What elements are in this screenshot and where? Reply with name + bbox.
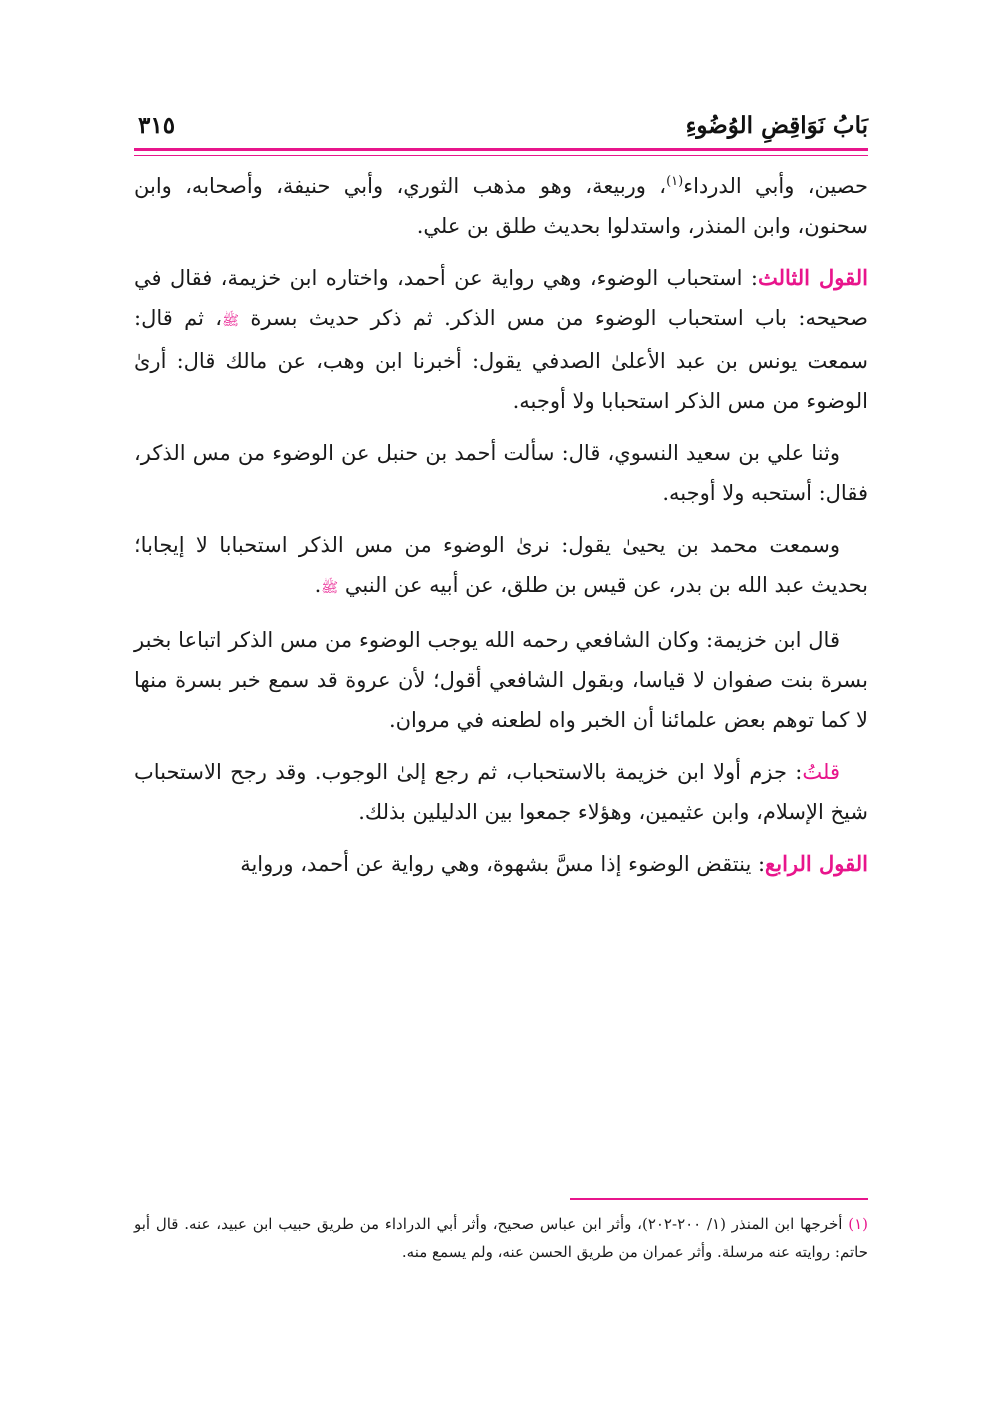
footnote-number: (١): [848, 1215, 868, 1233]
paragraph-2-text-b: ، ثم قال: سمعت يونس بن عبد الأعلىٰ الصدفي يقول: أخبرنا ابن وهب، عن مالك قال: أرىٰ الوضوء من مس الذكر استحبابا ولا أوجبه.: [134, 306, 868, 413]
section-label-qultu: قلتُ: [802, 760, 840, 784]
paragraph-4-text-a: وسمعت محمد بن يحيىٰ يقول: نرىٰ الوضوء من مس الذكر استحبابا لا إيجابا؛ بحديث عبد الله بن بدر، عن قيس بن طلق، عن أبيه عن النبي: [134, 533, 868, 597]
paragraph-2: [134, 258, 868, 421]
paragraph-4-text-b: .: [314, 573, 322, 597]
honorific-glyph: ﷺ: [321, 580, 339, 596]
section-label-third-opinion: القول الثالث: [758, 265, 868, 290]
page-header: [134, 112, 868, 152]
footnote-marker[interactable]: (١): [666, 174, 684, 189]
paragraph-5: قال ابن خزيمة: وكان الشافعي رحمه الله يوجب الوضوء من مس الذكر اتباعا بخبر بسرة بنت صفوان لا قياسا، وبقول الشافعي أقول؛ لأن عروة قد سمع خبر بسرة منها لا كما توهم بعض علمائنا أن الخبر واه لطعنه في مروان.: [134, 628, 868, 732]
paragraph-6-text: : جزم أولا ابن خزيمة بالاستحباب، ثم رجع إلىٰ الوجوب. وقد رجح الاستحباب شيخ الإسلام، وابن عثيمين، وهؤلاء جمعوا بين الدليلين بذلك.: [134, 760, 868, 824]
chapter-title: بَابُ نَوَاقِضِ الوُضُوءِ: [685, 112, 868, 139]
paragraph-2-text-a: : استحباب الوضوء، وهي رواية عن أحمد، واختاره ابن خزيمة، فقال في صحيحه: باب استحباب الوضوء من مس الذكر. ثم ذكر حديث بسرة: [134, 266, 868, 330]
page-number: ٣١٥: [138, 112, 176, 139]
header-rule-thick: [134, 148, 868, 151]
honorific-glyph: ﷺ: [222, 313, 239, 329]
paragraph-4: [134, 525, 868, 608]
footnote-text: أخرجها ابن المنذر (١/ ٢٠٠-٢٠٢)، وأثر ابن عباس صحيح، وأثر أبي الدراداء من طريق حبيب ابن عبيد، عنه. قال أبو حاتم: روايته عنه مرسلة. وأثر عمران من طريق الحسن عنه، ولم يسمع منه.: [134, 1215, 868, 1261]
paragraph-1-text-b: ، وربيعة، وهو مذهب الثوري، وأبي حنيفة، وأصحابه، وابن سحنون، وابن المنذر، واستدلوا بحديث طلق بن علي.: [134, 174, 868, 238]
paragraph-7-text: : ينتقض الوضوء إذا مسَّ بشهوة، وهي رواية عن أحمد، ورواية: [240, 852, 766, 876]
header-rule-thin: [134, 155, 868, 156]
paragraph-6: [134, 752, 868, 832]
book-page: [134, 0, 868, 1418]
paragraph-3: وثنا علي بن سعيد النسوي، قال: سألت أحمد بن حنبل عن الوضوء من مس الذكر، فقال: أستحبه ولا أوجبه.: [134, 441, 868, 505]
section-label-fourth-opinion: القول الرابع: [765, 851, 868, 876]
paragraph-1-text-a: حصين، وأبي الدرداء: [683, 174, 868, 198]
footnote-divider: [570, 1198, 868, 1200]
paragraph-1: [134, 166, 868, 246]
footnote-1: [134, 1210, 868, 1266]
footnotes: [134, 1210, 868, 1266]
paragraph-7: [134, 844, 868, 884]
main-text: [134, 166, 868, 884]
